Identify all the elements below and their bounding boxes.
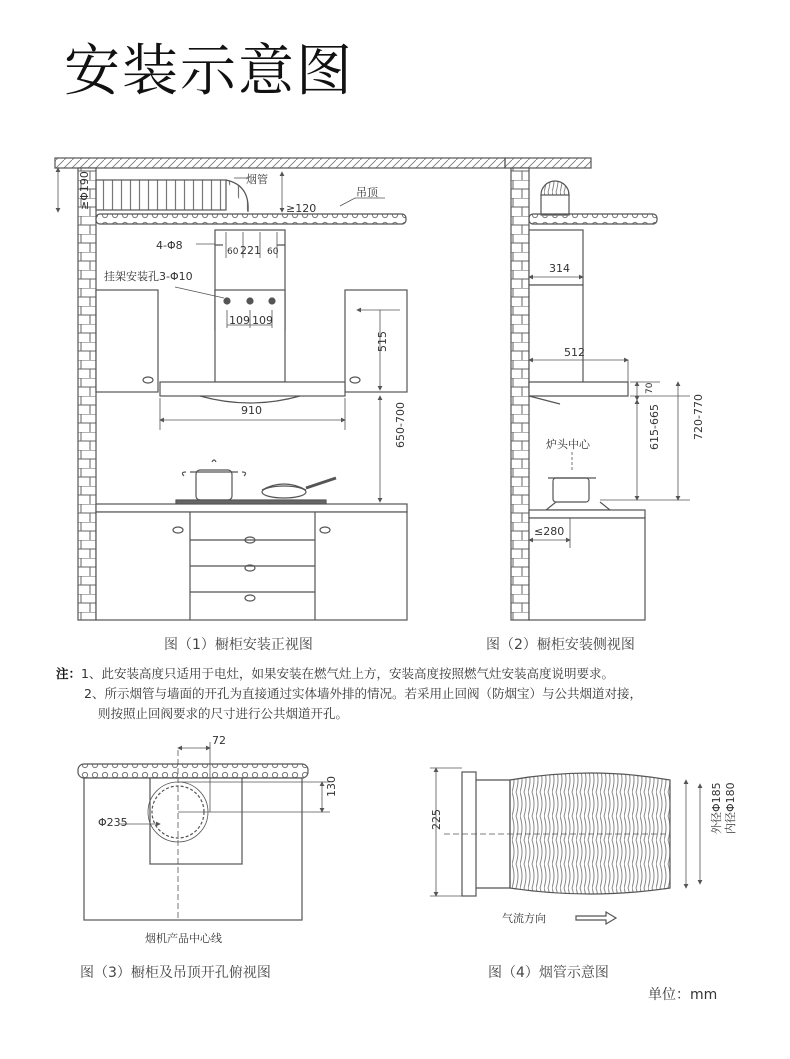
fig3-dim-72: 72 xyxy=(212,734,226,747)
fig1-pan xyxy=(262,478,336,498)
fig4-dim-225: 225 xyxy=(430,809,443,830)
fig4-outer-dia: 外径Φ185 xyxy=(710,782,723,834)
fig1-pipe-label: 烟管 xyxy=(246,173,268,186)
fig1-dim-190: ≥Φ190 xyxy=(78,171,91,210)
figure1-front-view xyxy=(55,158,505,620)
figure1-caption: 图（1）橱柜安装正视图 xyxy=(164,637,313,653)
fig1-ceiling-label: 吊顶 xyxy=(356,186,378,199)
fig2-hood-chimney xyxy=(529,285,583,385)
note-3: 则按照止回阀要求的尺寸进行公共烟道开孔。 xyxy=(98,706,349,721)
figure2-side-view xyxy=(505,158,690,620)
fig1-holes-4: 4-Φ8 xyxy=(156,239,183,252)
fig1-pot xyxy=(182,460,245,500)
fig1-dim-109a: 109 xyxy=(229,314,250,327)
fig1-dim-910: 910 xyxy=(241,404,262,417)
fig1-dim-650-700: 650-700 xyxy=(394,402,407,448)
fig1-hanger-holes: 挂架安装孔3-Φ10 xyxy=(104,270,193,283)
note-2: 2、所示烟管与墙面的开孔为直接通过实体墙外排的情况。若采用止回阀（防烟宝）与公共烟道对接， xyxy=(84,686,642,701)
fig1-dim-221: 221 xyxy=(240,244,261,257)
fig2-ceiling xyxy=(529,214,657,224)
notes-head: 注： xyxy=(56,666,82,681)
fig3-ceiling xyxy=(78,764,308,778)
figure4-pipe xyxy=(430,768,700,924)
fig1-top-wall xyxy=(55,158,505,168)
fig1-dim-109b: 109 xyxy=(252,314,273,327)
fig2-dim-512: 512 xyxy=(564,346,585,359)
fig1-dim-120: ≥120 xyxy=(286,202,317,215)
figure3-top-view xyxy=(78,742,330,920)
note-1: 1、此安装高度只适用于电灶，如果安装在燃气灶上方，安装高度按照燃气灶安装高度说明要求。 xyxy=(81,666,614,681)
figure3-caption: 图（3）橱柜及吊顶开孔俯视图 xyxy=(80,965,271,981)
fig1-dim-60a: 60 xyxy=(227,247,239,257)
figure2-caption: 图（2）橱柜安装侧视图 xyxy=(486,637,635,653)
fig1-range-hood xyxy=(160,382,345,396)
fig3-dim-235: Φ235 xyxy=(98,816,128,829)
fig2-dim-280: ≤280 xyxy=(534,525,565,538)
fig1-ceiling xyxy=(96,214,406,224)
notes xyxy=(56,664,642,724)
fig4-corrugated-pipe xyxy=(510,773,670,894)
fig2-dim-70: 70 xyxy=(645,382,655,394)
fig4-inner-dia: 内径Φ180 xyxy=(724,782,737,834)
fig1-dim-515: 515 xyxy=(376,331,389,352)
unit-label: 单位：mm xyxy=(648,987,718,1003)
fig3-dim-130: 130 xyxy=(325,776,338,797)
fig1-left-wall xyxy=(78,168,96,620)
page-title: 安装示意图 xyxy=(64,39,354,104)
fig2-wall xyxy=(511,168,529,620)
fig2-dim-615-665: 615-665 xyxy=(648,404,661,450)
fig3-centerline: 烟机产品中心线 xyxy=(145,932,222,945)
fig1-countertop xyxy=(96,504,407,512)
fig2-burner-center: 炉头中心 xyxy=(546,438,590,451)
fig1-exhaust-pipe xyxy=(96,180,226,210)
fig2-dim-720-770: 720-770 xyxy=(692,394,705,440)
fig4-airflow-arrow xyxy=(576,912,616,924)
figure4-caption: 图（4）烟管示意图 xyxy=(488,965,609,981)
fig2-hood xyxy=(529,382,628,396)
fig2-dim-314: 314 xyxy=(549,262,570,275)
fig4-airflow-label: 气流方向 xyxy=(502,912,546,925)
fig1-dim-60b: 60 xyxy=(267,247,279,257)
